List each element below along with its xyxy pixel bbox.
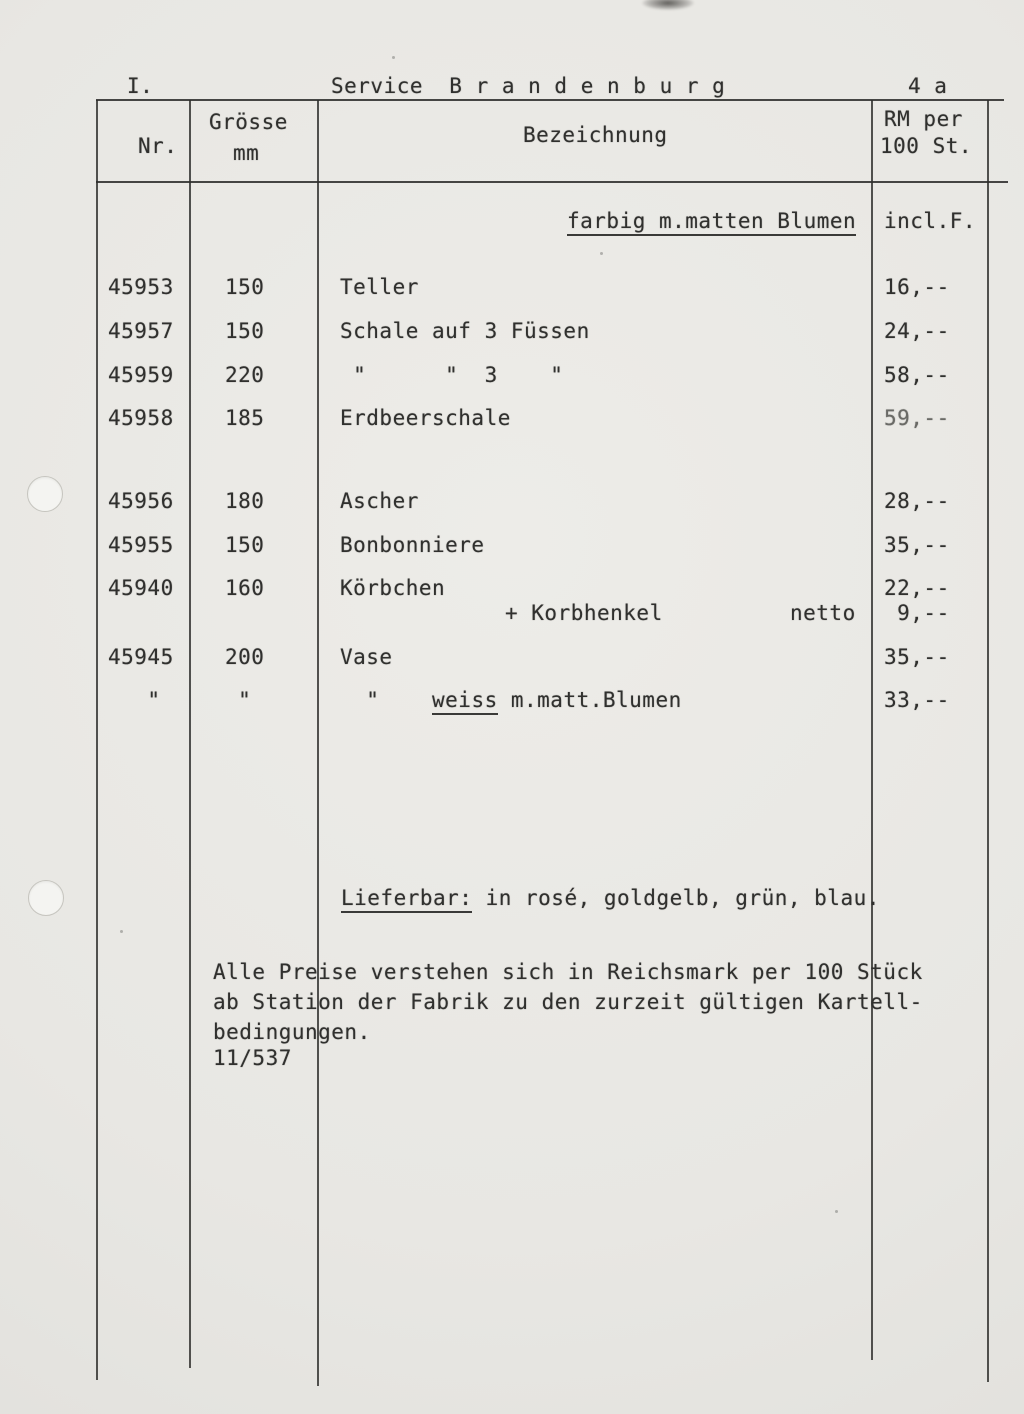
scan-speck (392, 56, 395, 59)
row-nr: 45940 (108, 576, 174, 600)
row-desc: Körbchen (340, 576, 446, 600)
footer-paragraph-line2: ab Station der Fabrik zu den zurzeit gültigen Kartell- (213, 990, 923, 1014)
page-number: 4 a (908, 74, 948, 98)
row-desc-ditto: " " 3 " (340, 363, 564, 387)
row-size: 220 (225, 363, 265, 387)
table-subrow-korbhenkel (0, 601, 1024, 627)
scan-smudge (642, 0, 694, 10)
row-size: 160 (225, 576, 265, 600)
row-price: 35,-- (884, 645, 950, 669)
row-desc (340, 688, 682, 712)
form-number: 11/537 (213, 1046, 292, 1070)
row-price: 28,-- (884, 489, 950, 513)
lieferbar-label: Lieferbar: (341, 886, 472, 913)
scan-speck (120, 930, 123, 933)
header-price-line2: 100 St. (880, 134, 973, 158)
group-price-note: incl.F. (884, 209, 977, 233)
section-number: I. (127, 74, 154, 98)
row-price: 35,-- (884, 533, 950, 557)
row-nr: 45958 (108, 406, 174, 430)
table-row (0, 406, 1024, 432)
lieferbar-note (0, 886, 1024, 912)
table-row (0, 489, 1024, 515)
row-desc-rest: m.matt.Blumen (497, 688, 682, 712)
header-size-line2: mm (233, 141, 260, 165)
row-nr: 45955 (108, 533, 174, 557)
table-row (0, 275, 1024, 301)
table-row (0, 533, 1024, 559)
page-title: Service B r a n d e n b u r g (331, 74, 726, 98)
table-row (0, 645, 1024, 671)
row-nr: 45959 (108, 363, 174, 387)
scan-speck (600, 252, 603, 255)
table-top-rule (96, 99, 1004, 101)
row-desc: Bonbonniere (340, 533, 485, 557)
subrow-desc: + Korbhenkel (505, 601, 663, 625)
row-size: 150 (225, 275, 265, 299)
row-desc-ditto: " (340, 688, 433, 712)
table-row (0, 688, 1024, 714)
row-price: 22,-- (884, 576, 950, 600)
footer-paragraph-line3: bedingungen. (213, 1020, 371, 1044)
footer-paragraph-line1: Alle Preise verstehen sich in Reichsmark per 100 Stück (213, 960, 923, 984)
header-bezeichnung: Bezeichnung (523, 123, 668, 147)
row-desc-underlined-word: weiss (432, 688, 498, 715)
row-desc: Vase (340, 645, 393, 669)
row-size-ditto: " (225, 688, 252, 712)
row-size: 150 (225, 319, 265, 343)
row-price: 16,-- (884, 275, 950, 299)
table-row (0, 363, 1024, 389)
row-desc: Ascher (340, 489, 419, 513)
row-price: 59,-- (884, 406, 950, 430)
table-row (0, 576, 1024, 602)
row-nr: 45956 (108, 489, 174, 513)
row-nr-ditto: " (108, 688, 161, 712)
header-nr: Nr. (138, 134, 178, 158)
row-desc: Teller (340, 275, 419, 299)
row-size: 185 (225, 406, 265, 430)
scan-speck (835, 1210, 838, 1213)
row-size: 150 (225, 533, 265, 557)
row-size: 200 (225, 645, 265, 669)
row-desc: Erdbeerschale (340, 406, 511, 430)
row-nr: 45945 (108, 645, 174, 669)
header-size-line1: Grösse (209, 110, 288, 134)
row-price: 24,-- (884, 319, 950, 343)
row-price: 58,-- (884, 363, 950, 387)
row-nr: 45953 (108, 275, 174, 299)
subrow-netto-label: netto (790, 601, 856, 625)
table-row (0, 319, 1024, 345)
row-price: 33,-- (884, 688, 950, 712)
row-desc: Schale auf 3 Füssen (340, 319, 590, 343)
lieferbar-line (341, 886, 880, 910)
header-price-line1: RM per (884, 107, 963, 131)
subrow-price: 9,-- (884, 601, 950, 625)
row-size: 180 (225, 489, 265, 513)
row-nr: 45957 (108, 319, 174, 343)
lieferbar-text: in rosé, goldgelb, grün, blau. (472, 886, 880, 910)
group-heading: farbig m.matten Blumen (567, 209, 856, 236)
